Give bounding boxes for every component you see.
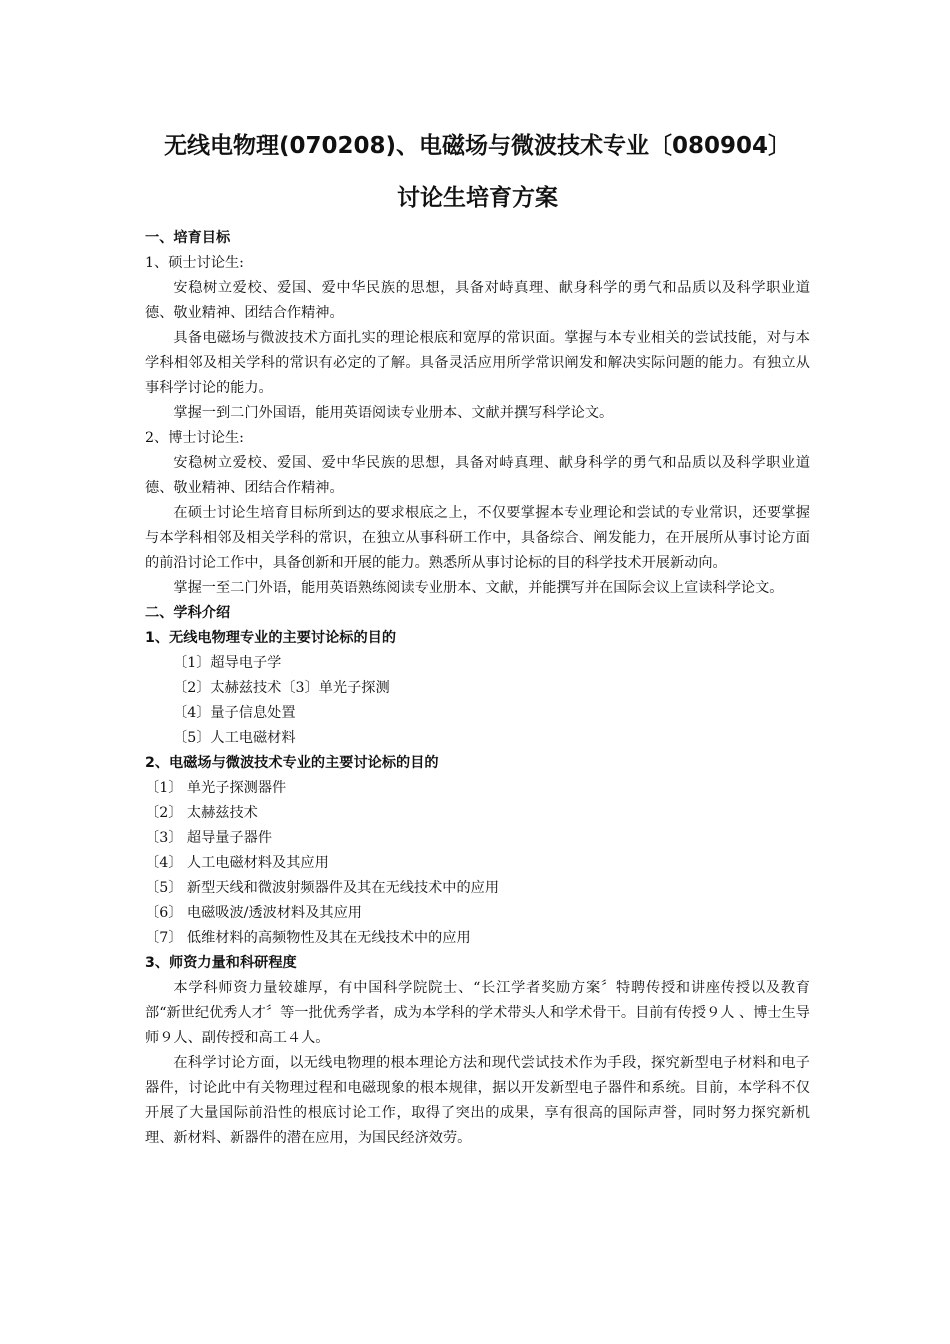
section1-heading: 一、培育目标 — [145, 230, 231, 246]
list-item: 〔2〕 太赫兹技术 — [145, 805, 258, 821]
document-page — [145, 130, 810, 1151]
research-paragraph: 在科学讨论方面，以无线电物理的根本理论方法和现代尝试技术作为手段，探究新型电子材料和电子器件，讨论此中有关物理过程和电磁现象的根本规律，据以开发新型电子器件和系统。目前，本学科不仅开展了大量国际前沿性的根底讨论工作，取得了突出的成果，享有很高的国际声誉，同时努力探究新机理、新材料、新器件的潜在应用，为国民经济效劳。 — [145, 1055, 810, 1146]
subsection3-heading: 3、师资力量和科研程度 — [145, 955, 297, 971]
subsection1-heading: 1、无线电物理专业的主要讨论标的目的 — [145, 630, 397, 646]
phd-label: 2、博士讨论生: — [145, 430, 244, 446]
document-title-line1: 无线电物理(070208)、电磁场与微波技术专业〔080904〕 — [163, 133, 792, 159]
list-item: 〔6〕 电磁吸波/透波材料及其应用 — [145, 905, 362, 921]
list-item: 〔1〕超导电子学 — [173, 655, 282, 671]
list-item: 〔5〕人工电磁材料 — [173, 730, 296, 746]
faculty-paragraph: 本学科师资力量较雄厚，有中国科学院院士、“长江学者奖励方案〞特聘传授和讲座传授以及教育部“新世纪优秀人才〞等一批优秀学者，成为本学科的学术带头人和学术骨干。目前有传授９人 、博士生导师９人、副传授和高工４人。 — [145, 980, 810, 1046]
section2-heading: 二、学科介绍 — [145, 605, 231, 621]
master-paragraph-3: 掌握一到二门外国语，能用英语阅读专业册本、文献并撰写科学论文。 — [173, 405, 614, 421]
phd-paragraph-3: 掌握一至二门外语，能用英语熟练阅读专业册本、文献，并能撰写并在国际会议上宣读科学论文。 — [173, 580, 784, 596]
list-item: 〔1〕 单光子探测器件 — [145, 780, 287, 796]
master-label: 1、硕士讨论生: — [145, 255, 244, 271]
document-title-line2: 讨论生培育方案 — [397, 185, 558, 211]
phd-paragraph-1: 安稳树立爱校、爱国、爱中华民族的思想，具备对峙真理、献身科学的勇气和品质以及科学职业道德、敬业精神、团结合作精神。 — [145, 455, 810, 496]
master-paragraph-1: 安稳树立爱校、爱国、爱中华民族的思想，具备对峙真理、献身科学的勇气和品质以及科学职业道德、敬业精神、团结合作精神。 — [145, 280, 810, 321]
list-item: 〔4〕量子信息处置 — [173, 705, 296, 721]
list-item: 〔3〕 超导量子器件 — [145, 830, 273, 846]
list-item: 〔7〕 低维材料的高频物性及其在无线技术中的应用 — [145, 930, 471, 946]
list-item: 〔2〕太赫兹技术〔3〕单光子探测 — [173, 680, 390, 696]
subsection2-heading: 2、电磁场与微波技术专业的主要讨论标的目的 — [145, 755, 439, 771]
master-paragraph-2: 具备电磁场与微波技术方面扎实的理论根底和宽厚的常识面。掌握与本专业相关的尝试技能，对与本学科相邻及相关学科的常识有必定的了解。具备灵活应用所学常识阐发和解决实际问题的能力。有独立从事科学讨论的能力。 — [145, 330, 810, 396]
phd-paragraph-2: 在硕士讨论生培育目标所到达的要求根底之上，不仅要掌握本专业理论和尝试的专业常识，还要掌握与本学科相邻及相关学科的常识，在独立从事科研工作中，具备综合、阐发能力，在开展所从事讨论方面的前沿讨论工作中，具备创新和开展的能力。熟悉所从事讨论标的目的科学技术开展新动向。 — [145, 505, 810, 571]
list-item: 〔5〕 新型天线和微波射频器件及其在无线技术中的应用 — [145, 880, 500, 896]
list-item: 〔4〕 人工电磁材料及其应用 — [145, 855, 329, 871]
